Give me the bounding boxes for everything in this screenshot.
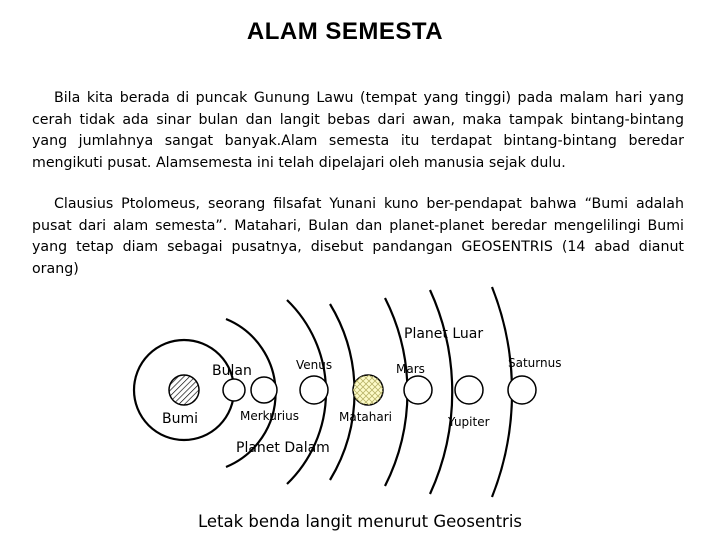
figure-caption: Letak benda langit menurut Geosentris xyxy=(197,512,523,531)
paragraph-intro: Bila kita berada di puncak Gunung Lawu (tempat yang tinggi) pada malam hari yang cerah tidak ada sinar bulan dan langit bebas dari awan, maka tampak bintang-bintang yang jumlahnya sangat banyak.Alam semesta itu terdapat bintang-bintang beredar mengikuti pusat. Alamsemesta ini telah dipelajari oleh manusia sejak dulu. xyxy=(32,90,684,171)
label-planet-luar: Planet Luar xyxy=(404,326,484,342)
orbit-jupiter xyxy=(430,290,452,494)
saturn-planet xyxy=(508,376,536,404)
page-title: ALAM SEMESTA xyxy=(246,18,444,45)
label-bumi: Bumi xyxy=(162,411,199,427)
label-matahari: Matahari xyxy=(339,410,392,424)
label-yupiter: Yupiter xyxy=(448,415,490,429)
earth-planet xyxy=(169,375,199,405)
label-venus: Venus xyxy=(296,358,333,372)
orbit-sun xyxy=(330,304,355,480)
label-merkurius: Merkurius xyxy=(240,409,299,423)
moon-body xyxy=(223,379,245,401)
sun-hatch xyxy=(353,375,383,405)
mars-planet xyxy=(404,376,432,404)
paragraph-ptolemy: Clausius Ptolomeus, seorang filsafat Yunani kuno ber-pendapat bahwa “Bumi adalah pusat dari alam semesta”. Matahari, Bulan dan planet-planet beredar mengelilingi Bumi yang tetap diam sebagai pusatnya, disebut pandangan GEOSENTRIS (14 abad dianut orang) xyxy=(32,196,684,277)
label-bulan: Bulan xyxy=(212,363,252,379)
mercury-planet xyxy=(251,377,277,403)
label-saturnus: Saturnus xyxy=(508,356,562,370)
jupiter-planet xyxy=(455,376,483,404)
venus-planet xyxy=(300,376,328,404)
label-planet-dalam: Planet Dalam xyxy=(236,440,330,456)
label-mars: Mars xyxy=(396,362,425,376)
